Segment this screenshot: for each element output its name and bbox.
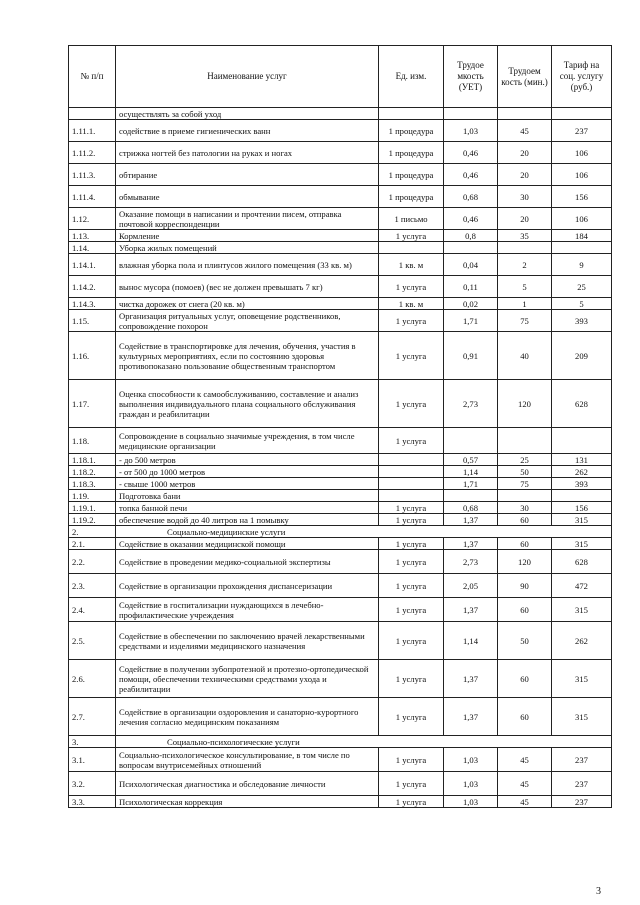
service-name: вынос мусора (помоев) (вес не должен превышать 7 кг) bbox=[116, 276, 379, 298]
labor-uet-cell: 1,14 bbox=[444, 622, 498, 660]
row-number: 2. bbox=[69, 526, 116, 538]
section-title: Социально-психологические услуги bbox=[167, 736, 300, 747]
row-number: 1.11.3. bbox=[69, 164, 116, 186]
row-number: 1.15. bbox=[69, 310, 116, 332]
tariff-cell: 9 bbox=[552, 254, 612, 276]
labor-uet-cell: 0,46 bbox=[444, 142, 498, 164]
table-row bbox=[69, 490, 612, 502]
row-number: 2.2. bbox=[69, 550, 116, 574]
row-number: 1.18. bbox=[69, 428, 116, 454]
tariff-cell: 106 bbox=[552, 208, 612, 230]
labor-min-cell: 45 bbox=[498, 772, 552, 796]
tariff-cell: 156 bbox=[552, 502, 612, 514]
service-name: - до 500 метров bbox=[116, 454, 379, 466]
tariff-cell: 237 bbox=[552, 772, 612, 796]
labor-uet-cell bbox=[444, 490, 498, 502]
row-number: 1.14.2. bbox=[69, 276, 116, 298]
row-number: 2.1. bbox=[69, 538, 116, 550]
tariff-cell: 393 bbox=[552, 310, 612, 332]
row-number: 1.11.1. bbox=[69, 120, 116, 142]
service-name: Содействие в транспортировке для лечения, обучения, участия в культурных мероприятиях, если по состоянию здоровья противопоказано пользование общественным транспортом bbox=[116, 332, 379, 380]
table-row bbox=[69, 380, 612, 428]
table-row bbox=[69, 514, 612, 526]
tariff-cell: 262 bbox=[552, 622, 612, 660]
labor-uet-cell: 0,11 bbox=[444, 276, 498, 298]
tariff-cell: 237 bbox=[552, 120, 612, 142]
table-row bbox=[69, 550, 612, 574]
table-row bbox=[69, 660, 612, 698]
unit-cell: 1 услуга bbox=[379, 310, 444, 332]
labor-min-cell: 75 bbox=[498, 310, 552, 332]
labor-uet-cell: 1,37 bbox=[444, 660, 498, 698]
labor-min-cell: 1 bbox=[498, 298, 552, 310]
service-name: Организация ритуальных услуг, оповещение родственников, сопровождение похорон bbox=[116, 310, 379, 332]
unit-cell: 1 услуга bbox=[379, 698, 444, 736]
table-body bbox=[69, 108, 612, 808]
unit-cell bbox=[379, 490, 444, 502]
row-number: 2.7. bbox=[69, 698, 116, 736]
labor-min-cell bbox=[498, 242, 552, 254]
header-tariff: Тариф на соц. услугу (руб.) bbox=[552, 46, 612, 108]
labor-uet-cell: 1,03 bbox=[444, 772, 498, 796]
unit-cell bbox=[379, 454, 444, 466]
table-row bbox=[69, 120, 612, 142]
table-row bbox=[69, 772, 612, 796]
row-number: 1.11.4. bbox=[69, 186, 116, 208]
unit-cell: 1 кв. м bbox=[379, 298, 444, 310]
service-name: Психологическая коррекция bbox=[116, 796, 379, 808]
service-name: обтирание bbox=[116, 164, 379, 186]
row-number: 2.6. bbox=[69, 660, 116, 698]
service-name: Кормление bbox=[116, 230, 379, 242]
unit-cell: 1 процедура bbox=[379, 142, 444, 164]
header-name: Наименование услуг bbox=[116, 46, 379, 108]
table-row bbox=[69, 796, 612, 808]
table-row bbox=[69, 428, 612, 454]
service-name: Содействие в организации прохождения диспансеризации bbox=[116, 574, 379, 598]
row-number bbox=[69, 108, 116, 120]
labor-min-cell: 30 bbox=[498, 186, 552, 208]
labor-min-cell: 45 bbox=[498, 120, 552, 142]
service-name: Содействие в оказании медицинской помощи bbox=[116, 538, 379, 550]
unit-cell: 1 услуга bbox=[379, 550, 444, 574]
labor-uet-cell: 1,03 bbox=[444, 796, 498, 808]
tariff-cell: 25 bbox=[552, 276, 612, 298]
labor-min-cell: 40 bbox=[498, 332, 552, 380]
labor-uet-cell: 2,73 bbox=[444, 550, 498, 574]
labor-min-cell: 90 bbox=[498, 574, 552, 598]
unit-cell: 1 услуга bbox=[379, 598, 444, 622]
labor-min-cell: 60 bbox=[498, 514, 552, 526]
row-number: 2.3. bbox=[69, 574, 116, 598]
unit-cell: 1 услуга bbox=[379, 574, 444, 598]
unit-cell: 1 процедура bbox=[379, 186, 444, 208]
labor-uet-cell bbox=[444, 242, 498, 254]
labor-uet-cell: 1,14 bbox=[444, 466, 498, 478]
unit-cell: 1 услуга bbox=[379, 428, 444, 454]
labor-uet-cell: 1,71 bbox=[444, 310, 498, 332]
labor-min-cell: 35 bbox=[498, 230, 552, 242]
section-row bbox=[69, 736, 612, 748]
tariff-cell: 315 bbox=[552, 698, 612, 736]
table-row bbox=[69, 598, 612, 622]
tariff-cell: 315 bbox=[552, 660, 612, 698]
row-number: 3.1. bbox=[69, 748, 116, 772]
row-number: 1.16. bbox=[69, 332, 116, 380]
table-row bbox=[69, 502, 612, 514]
table-row bbox=[69, 310, 612, 332]
labor-uet-cell: 1,37 bbox=[444, 698, 498, 736]
labor-min-cell bbox=[498, 490, 552, 502]
labor-uet-cell: 1,03 bbox=[444, 748, 498, 772]
tariff-cell: 262 bbox=[552, 466, 612, 478]
tariff-cell: 315 bbox=[552, 514, 612, 526]
table-row bbox=[69, 478, 612, 490]
tariff-cell: 393 bbox=[552, 478, 612, 490]
row-number: 3.3. bbox=[69, 796, 116, 808]
labor-uet-cell bbox=[444, 108, 498, 120]
unit-cell: 1 услуга bbox=[379, 796, 444, 808]
service-name: Оказание помощи в написании и прочтении писем, отправка почтовой корреспонденции bbox=[116, 208, 379, 230]
tariff-cell: 209 bbox=[552, 332, 612, 380]
table-row bbox=[69, 254, 612, 276]
row-number: 2.4. bbox=[69, 598, 116, 622]
row-number: 1.14.1. bbox=[69, 254, 116, 276]
table-row bbox=[69, 298, 612, 310]
labor-min-cell: 60 bbox=[498, 538, 552, 550]
unit-cell: 1 кв. м bbox=[379, 254, 444, 276]
table-row bbox=[69, 164, 612, 186]
unit-cell: 1 услуга bbox=[379, 230, 444, 242]
labor-uet-cell: 1,37 bbox=[444, 538, 498, 550]
table-row bbox=[69, 538, 612, 550]
row-number: 1.14. bbox=[69, 242, 116, 254]
service-name: Содействие в обеспечении по заключению врачей лекарственными средствами и изделиями медицинского назначения bbox=[116, 622, 379, 660]
labor-min-cell: 50 bbox=[498, 622, 552, 660]
tariff-cell: 156 bbox=[552, 186, 612, 208]
labor-min-cell bbox=[498, 108, 552, 120]
row-number: 1.14.3. bbox=[69, 298, 116, 310]
unit-cell: 1 услуга bbox=[379, 748, 444, 772]
table-row bbox=[69, 242, 612, 254]
table-row bbox=[69, 142, 612, 164]
row-number: 3. bbox=[69, 736, 116, 748]
row-number: 1.19.2. bbox=[69, 514, 116, 526]
table-row bbox=[69, 108, 612, 120]
service-name: чистка дорожек от снега (20 кв. м) bbox=[116, 298, 379, 310]
labor-min-cell: 5 bbox=[498, 276, 552, 298]
labor-uet-cell: 2,73 bbox=[444, 380, 498, 428]
row-number: 1.18.3. bbox=[69, 478, 116, 490]
unit-cell: 1 процедура bbox=[379, 164, 444, 186]
labor-uet-cell: 1,37 bbox=[444, 514, 498, 526]
labor-min-cell: 50 bbox=[498, 466, 552, 478]
labor-uet-cell bbox=[444, 428, 498, 454]
unit-cell bbox=[379, 478, 444, 490]
service-name: Сопровождение в социально значимые учреждения, в том числе медицинские организации bbox=[116, 428, 379, 454]
service-name: влажная уборка пола и плинтусов жилого помещения (33 кв. м) bbox=[116, 254, 379, 276]
labor-uet-cell: 0,46 bbox=[444, 208, 498, 230]
tariff-table bbox=[68, 45, 612, 808]
table-row bbox=[69, 186, 612, 208]
table-row bbox=[69, 748, 612, 772]
section-row bbox=[69, 526, 612, 538]
labor-min-cell: 60 bbox=[498, 598, 552, 622]
unit-cell: 1 услуга bbox=[379, 276, 444, 298]
unit-cell: 1 услуга bbox=[379, 332, 444, 380]
table-row bbox=[69, 574, 612, 598]
row-number: 1.12. bbox=[69, 208, 116, 230]
row-number: 1.11.2. bbox=[69, 142, 116, 164]
unit-cell: 1 письмо bbox=[379, 208, 444, 230]
header-labor-uet: Трудое мкость (УЕТ) bbox=[444, 46, 498, 108]
table-row bbox=[69, 698, 612, 736]
row-number: 3.2. bbox=[69, 772, 116, 796]
row-number: 1.19. bbox=[69, 490, 116, 502]
tariff-cell: 472 bbox=[552, 574, 612, 598]
table-row bbox=[69, 276, 612, 298]
tariff-cell: 237 bbox=[552, 748, 612, 772]
labor-uet-cell: 0,02 bbox=[444, 298, 498, 310]
labor-min-cell: 20 bbox=[498, 208, 552, 230]
table-row bbox=[69, 230, 612, 242]
unit-cell: 1 услуга bbox=[379, 660, 444, 698]
service-name: Психологическая диагностика и обследование личности bbox=[116, 772, 379, 796]
unit-cell: 1 услуга bbox=[379, 622, 444, 660]
labor-uet-cell: 1,03 bbox=[444, 120, 498, 142]
labor-min-cell: 60 bbox=[498, 660, 552, 698]
row-number: 1.18.2. bbox=[69, 466, 116, 478]
labor-uet-cell: 0,57 bbox=[444, 454, 498, 466]
tariff-cell: 315 bbox=[552, 538, 612, 550]
labor-min-cell: 60 bbox=[498, 698, 552, 736]
tariff-cell: 315 bbox=[552, 598, 612, 622]
labor-min-cell: 45 bbox=[498, 796, 552, 808]
tariff-cell: 628 bbox=[552, 550, 612, 574]
tariff-cell: 5 bbox=[552, 298, 612, 310]
tariff-cell: 106 bbox=[552, 142, 612, 164]
unit-cell: 1 услуга bbox=[379, 538, 444, 550]
tariff-cell bbox=[552, 242, 612, 254]
table-row bbox=[69, 454, 612, 466]
unit-cell: 1 услуга bbox=[379, 380, 444, 428]
labor-min-cell bbox=[498, 428, 552, 454]
section-cell bbox=[116, 526, 612, 538]
labor-min-cell: 20 bbox=[498, 164, 552, 186]
header-row bbox=[69, 46, 612, 108]
labor-uet-cell: 0,68 bbox=[444, 186, 498, 208]
table-row bbox=[69, 332, 612, 380]
tariff-cell: 237 bbox=[552, 796, 612, 808]
service-name: Содействие в организации оздоровления и санаторно-курортного лечения согласно медицинским показаниям bbox=[116, 698, 379, 736]
labor-min-cell: 120 bbox=[498, 550, 552, 574]
header-num: № п/п bbox=[69, 46, 116, 108]
labor-min-cell: 120 bbox=[498, 380, 552, 428]
service-name: Содействие в получении зубопротезной и протезно-ортопедической помощи, обеспечении техническими средствами ухода и реабилитации bbox=[116, 660, 379, 698]
table-row bbox=[69, 208, 612, 230]
service-name: Содействие в госпитализации нуждающихся в лечебно-профилактические учреждения bbox=[116, 598, 379, 622]
table-row bbox=[69, 622, 612, 660]
row-number: 1.17. bbox=[69, 380, 116, 428]
header-labor-min: Трудоем кость (мин.) bbox=[498, 46, 552, 108]
document-sheet bbox=[68, 45, 611, 808]
labor-uet-cell: 1,37 bbox=[444, 598, 498, 622]
service-name: - свыше 1000 метров bbox=[116, 478, 379, 490]
header-unit: Ед. изм. bbox=[379, 46, 444, 108]
row-number: 2.5. bbox=[69, 622, 116, 660]
service-name: Подготовка бани bbox=[116, 490, 379, 502]
labor-uet-cell: 0,46 bbox=[444, 164, 498, 186]
labor-min-cell: 75 bbox=[498, 478, 552, 490]
page-number: 3 bbox=[596, 886, 601, 897]
table-row bbox=[69, 466, 612, 478]
service-name: - от 500 до 1000 метров bbox=[116, 466, 379, 478]
labor-min-cell: 20 bbox=[498, 142, 552, 164]
service-name: Оценка способности к самообслуживанию, составление и анализ выполнения индивидуального плана социального обслуживания граждан и реабилитации bbox=[116, 380, 379, 428]
labor-uet-cell: 0,68 bbox=[444, 502, 498, 514]
unit-cell bbox=[379, 242, 444, 254]
tariff-cell bbox=[552, 108, 612, 120]
section-cell bbox=[116, 736, 612, 748]
labor-min-cell: 2 bbox=[498, 254, 552, 276]
tariff-cell: 628 bbox=[552, 380, 612, 428]
service-name: Содействие в проведении медико-социальной экспертизы bbox=[116, 550, 379, 574]
service-name: осуществлять за собой уход bbox=[116, 108, 379, 120]
service-name: обеспечение водой до 40 литров на 1 помывку bbox=[116, 514, 379, 526]
row-number: 1.18.1. bbox=[69, 454, 116, 466]
labor-uet-cell: 1,71 bbox=[444, 478, 498, 490]
row-number: 1.13. bbox=[69, 230, 116, 242]
service-name: содействие в приеме гигиенических ванн bbox=[116, 120, 379, 142]
unit-cell: 1 процедура bbox=[379, 120, 444, 142]
service-name: топка банной печи bbox=[116, 502, 379, 514]
labor-uet-cell: 0,8 bbox=[444, 230, 498, 242]
unit-cell: 1 услуга bbox=[379, 502, 444, 514]
tariff-cell: 106 bbox=[552, 164, 612, 186]
labor-uet-cell: 0,04 bbox=[444, 254, 498, 276]
row-number: 1.19.1. bbox=[69, 502, 116, 514]
tariff-cell bbox=[552, 490, 612, 502]
service-name: обмывание bbox=[116, 186, 379, 208]
labor-min-cell: 30 bbox=[498, 502, 552, 514]
labor-uet-cell: 2,05 bbox=[444, 574, 498, 598]
tariff-cell: 131 bbox=[552, 454, 612, 466]
labor-min-cell: 45 bbox=[498, 748, 552, 772]
service-name: стрижка ногтей без патологии на руках и ногах bbox=[116, 142, 379, 164]
unit-cell: 1 услуга bbox=[379, 514, 444, 526]
tariff-cell: 184 bbox=[552, 230, 612, 242]
unit-cell: 1 услуга bbox=[379, 772, 444, 796]
labor-uet-cell: 0,91 bbox=[444, 332, 498, 380]
unit-cell bbox=[379, 466, 444, 478]
tariff-cell bbox=[552, 428, 612, 454]
labor-min-cell: 25 bbox=[498, 454, 552, 466]
unit-cell bbox=[379, 108, 444, 120]
service-name: Социально-психологическое консультирование, в том числе по вопросам внутрисемейных отношений bbox=[116, 748, 379, 772]
section-title: Социально-медицинские услуги bbox=[167, 526, 286, 537]
service-name: Уборка жилых помещений bbox=[116, 242, 379, 254]
